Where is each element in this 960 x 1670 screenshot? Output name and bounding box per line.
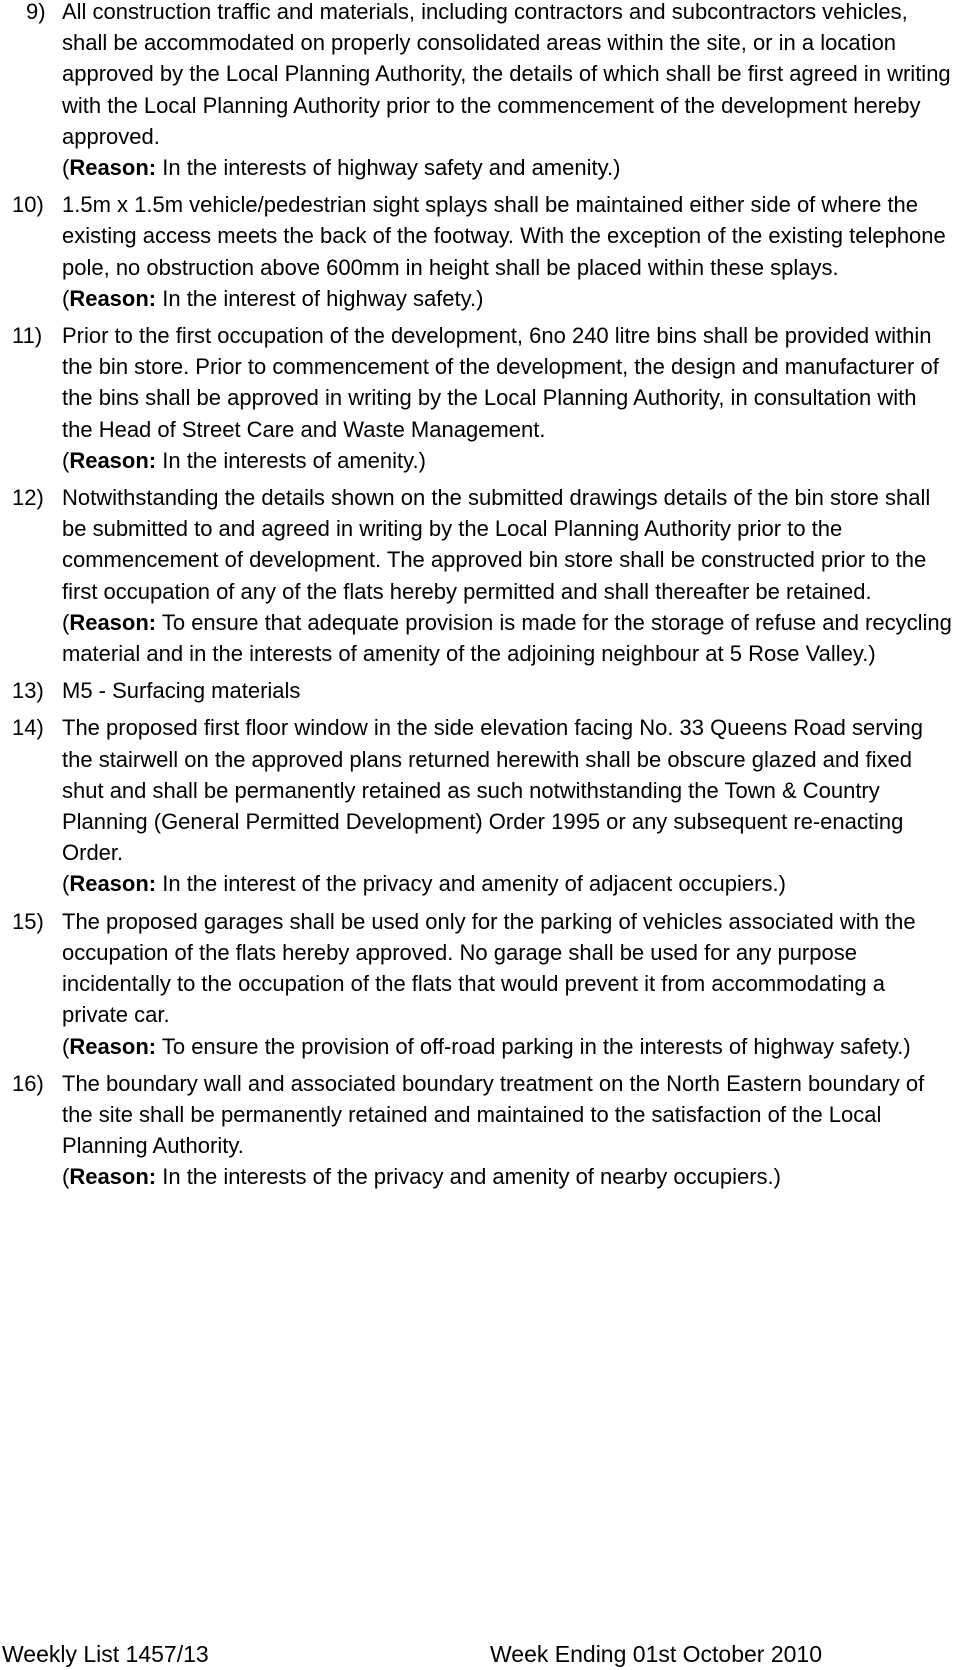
reason-text: In the interests of amenity.) <box>156 447 426 473</box>
reason-label: Reason: <box>69 1033 157 1059</box>
condition-number: 13) <box>12 678 44 704</box>
condition-number: 11) <box>12 323 43 349</box>
reason-open: ( <box>62 1164 70 1190</box>
condition-item <box>0 675 960 706</box>
condition-text: The boundary wall and associated boundary treatment on the North Eastern boundary of the site shall be permanently retained and maintained to the satisfaction of the Local Planning Authority. <box>62 1070 925 1159</box>
condition-number: 16) <box>12 1070 44 1096</box>
reason-label: Reason: <box>69 1164 157 1190</box>
reason-label: Reason: <box>69 447 157 473</box>
condition-number: 12) <box>12 485 44 511</box>
condition-text: M5 - Surfacing materials <box>62 678 301 704</box>
condition-reason <box>62 152 960 183</box>
condition-reason <box>62 1031 960 1062</box>
condition-reason <box>62 868 960 899</box>
condition-item <box>0 482 960 669</box>
condition-item <box>0 906 960 1062</box>
condition-number: 14) <box>12 715 44 741</box>
reason-text: In the interests of highway safety and amenity.) <box>156 155 621 181</box>
condition-item <box>0 189 960 314</box>
condition-number: 10) <box>12 192 44 218</box>
reason-open: ( <box>62 1033 70 1059</box>
reason-label: Reason: <box>69 609 157 635</box>
reason-text: To ensure the provision of off-road parking in the interests of highway safety.) <box>156 1033 911 1059</box>
condition-item <box>0 1068 960 1193</box>
condition-number: 15) <box>12 908 44 934</box>
reason-open: ( <box>62 447 70 473</box>
condition-item <box>0 712 960 899</box>
condition-reason <box>62 607 960 669</box>
condition-item <box>0 0 960 183</box>
week-ending-date: Week Ending 01st October 2010 <box>490 1641 823 1667</box>
reason-open: ( <box>62 609 70 635</box>
reason-label: Reason: <box>69 285 157 311</box>
weekly-list-reference: Weekly List 1457/13 <box>2 1641 209 1667</box>
condition-text: 1.5m x 1.5m vehicle/pedestrian sight splays shall be maintained either side of where the existing access meets the back of the footway. With the exception of the existing telephone pole, no obstruction above 600mm in height shall be placed within these splays. <box>62 192 946 280</box>
reason-text: In the interest of the privacy and amenity of adjacent occupiers.) <box>156 871 786 897</box>
condition-reason <box>62 1161 960 1192</box>
condition-number: 9) <box>26 0 46 24</box>
reason-open: ( <box>62 871 70 897</box>
condition-reason <box>62 283 960 314</box>
reason-text: In the interest of highway safety.) <box>156 285 484 311</box>
reason-open: ( <box>62 155 70 181</box>
reason-label: Reason: <box>69 155 157 181</box>
condition-text: All construction traffic and materials, including contractors and subcontractors vehicles, shall be accommodated on properly consolidated areas within the site, or in a location approved by the Local Planning Authority, the details of which shall be first agreed in writing with the Local Planning Authority prior to the commencement of the development hereby approved. <box>62 0 951 149</box>
reason-open: ( <box>62 285 70 311</box>
condition-reason <box>62 445 960 476</box>
condition-text: The proposed garages shall be used only for the parking of vehicles associated with the occupation of the flats hereby approved. No garage shall be used for any purpose incidentally to the occupation of the flats that would prevent it from accommodating a private car. <box>62 908 916 1028</box>
condition-text: The proposed first floor window in the side elevation facing No. 33 Queens Road serving the stairwell on the approved plans returned herewith shall be obscure glazed and fixed shut and shall be permanently retained as such notwithstanding the Town & Country Planning (General Permitted Development) Order 1995 or any subsequent re-enacting Order. <box>62 715 923 866</box>
reason-label: Reason: <box>69 871 157 897</box>
reason-text: To ensure that adequate provision is made for the storage of refuse and recycling material and in the interests of amenity of the adjoining neighbour at 5 Rose Valley.) <box>62 609 952 667</box>
reason-text: In the interests of the privacy and amenity of nearby occupiers.) <box>156 1164 781 1190</box>
condition-text: Notwithstanding the details shown on the submitted drawings details of the bin store shall be submitted to and agreed in writing by the Local Planning Authority prior to the commencement of development. The approved bin store shall be constructed prior to the first occupation of any of the flats hereby permitted and shall thereafter be retained. <box>62 485 931 604</box>
condition-text: Prior to the first occupation of the development, 6no 240 litre bins shall be provided within the bin store. Prior to commencement of the development, the design and manufacturer of the bins shall be approved in writing by the Local Planning Authority, in consultation with the Head of Street Care and Waste Management. <box>62 323 939 442</box>
condition-item <box>0 320 960 476</box>
